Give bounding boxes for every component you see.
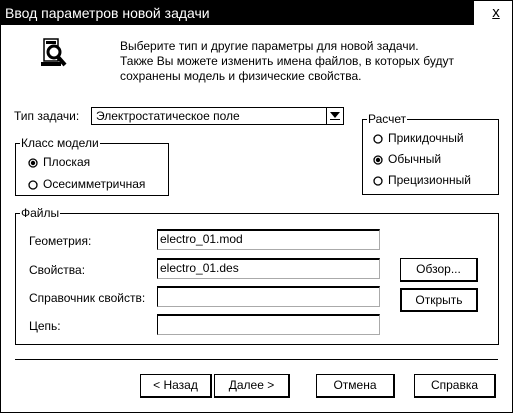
info-line: сохранены модель и физические свойства.: [120, 69, 362, 83]
task-type-label: Тип задачи:: [14, 109, 80, 123]
task-type-value: Электростатическое поле: [96, 109, 240, 123]
geometry-field[interactable]: [157, 229, 380, 250]
files-legend: Файлы: [21, 206, 60, 220]
calculation-legend: Расчет: [368, 112, 407, 126]
properties-value: electro_01.des: [160, 261, 239, 275]
circuit-field[interactable]: [157, 314, 380, 335]
cancel-button[interactable]: Отмена: [316, 374, 395, 398]
radio-label: Прикидочный: [388, 131, 464, 145]
model-class-legend: Класс модели: [21, 136, 99, 150]
help-button[interactable]: Справка: [414, 374, 496, 398]
reference-label: Справочник свойств:: [29, 291, 146, 305]
open-button[interactable]: Открыть: [400, 288, 478, 312]
geometry-value: electro_01.mod: [160, 232, 243, 246]
close-button[interactable]: x: [492, 4, 500, 21]
radio-selected-icon: [373, 154, 383, 164]
properties-field[interactable]: [157, 258, 380, 279]
radio-unselected-icon: [373, 133, 383, 143]
radio-label: Плоская: [43, 155, 91, 169]
task-type-select[interactable]: [91, 107, 344, 125]
back-button[interactable]: < Назад: [140, 374, 212, 398]
radio-unselected-icon: [28, 179, 38, 189]
circuit-label: Цепь:: [29, 319, 61, 333]
info-line: Выберите тип и другие параметры для новой задачи.: [120, 39, 419, 53]
info-text: [120, 39, 500, 84]
browse-button[interactable]: Обзор...: [400, 258, 478, 282]
radio-selected-icon: [28, 157, 38, 167]
reference-field[interactable]: [157, 286, 380, 307]
radio-label: Осесимметричная: [43, 177, 146, 191]
info-line: Также Вы можете изменить имена файлов, в которых будут: [120, 54, 454, 68]
next-button[interactable]: Далее >: [214, 374, 290, 398]
radio-label: Обычный: [388, 152, 442, 166]
chevron-down-icon[interactable]: [326, 108, 343, 124]
task-wizard-icon: [41, 38, 69, 68]
radio-unselected-icon: [373, 175, 383, 185]
dialog-title: Ввод параметров новой задачи: [1, 1, 474, 25]
geometry-label: Геометрия:: [29, 234, 92, 248]
footer-separator: [15, 359, 498, 360]
radio-label: Прецизионный: [388, 173, 472, 187]
properties-label: Свойства:: [29, 263, 86, 277]
